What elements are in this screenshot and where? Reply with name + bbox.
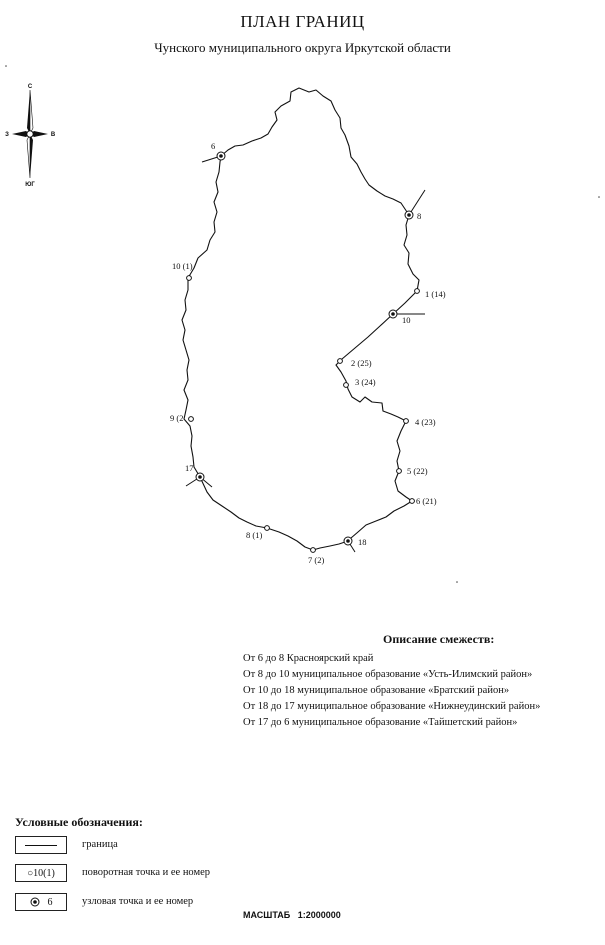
label-turn-7: 7 (2)	[308, 555, 325, 565]
turn-point-3	[344, 383, 349, 388]
turn-point-1	[415, 289, 420, 294]
legend-symbol-node-label: 6	[47, 896, 53, 908]
legend-symbol-boundary	[15, 836, 67, 854]
label-turn-2: 2 (25)	[351, 358, 372, 368]
adjacency-title: Описание смежеств:	[383, 632, 495, 646]
turn-point-8	[265, 526, 270, 531]
node-point-17	[196, 473, 204, 481]
node-point-8	[405, 211, 413, 219]
label-turn-9: 9 (2	[170, 413, 184, 423]
boundary-spurs	[186, 156, 425, 552]
map-subtitle: Чунского муниципального округа Иркутской области	[154, 40, 451, 55]
node-points	[196, 152, 413, 545]
adjacency-line: От 8 до 10 муниципальное образование «Усть-Илимский район»	[243, 669, 533, 680]
compass-east-label: В	[50, 132, 56, 138]
node-point-6	[217, 152, 225, 160]
adjacency-line: От 17 до 6 муниципальное образование «Тайшетский район»	[243, 717, 518, 728]
turn-point-9	[189, 417, 194, 422]
turn-point-6	[410, 499, 415, 504]
compass-west-label: З	[5, 132, 9, 138]
compass-south-label: ЮГ	[25, 182, 35, 188]
legend-text-node-point: узловая точка и ее номер	[82, 896, 194, 907]
label-node-10: 10	[402, 315, 411, 325]
turn-point-7	[311, 548, 316, 553]
turn-point-4	[404, 419, 409, 424]
label-node-6: 6	[211, 141, 216, 151]
adjacency-line: От 10 до 18 муниципальное образование «Братский район»	[243, 685, 510, 696]
legend-text-boundary: граница	[82, 839, 118, 850]
adjacency-line: От 18 до 17 муниципальное образование «Нижнеудинский район»	[243, 701, 541, 712]
turn-point-2	[338, 359, 343, 364]
map-title: ПЛАН ГРАНИЦ	[240, 12, 365, 31]
label-node-18: 18	[358, 537, 367, 547]
node-point-18	[344, 537, 352, 545]
legend-text-turn-point: поворотная точка и ее номер	[82, 867, 211, 878]
line-icon	[25, 845, 57, 846]
label-turn-8: 8 (1)	[246, 530, 263, 540]
label-node-17: 17	[185, 463, 194, 473]
map-scale: МАСШТАБ 1:2000000	[243, 910, 341, 920]
label-turn-1: 1 (14)	[425, 289, 446, 299]
adjacency-line: От 6 до 8 Красноярский край	[243, 653, 374, 664]
node-point-icon	[30, 897, 40, 907]
label-turn-4: 4 (23)	[415, 417, 436, 427]
legend-symbol-turn-label: ○10(1)	[27, 867, 55, 879]
point-labels	[170, 141, 446, 565]
turn-point-10	[187, 276, 192, 281]
label-turn-3: 3 (24)	[355, 377, 376, 387]
compass-north-label: С	[27, 84, 33, 90]
legend-symbol-turn-point	[15, 864, 67, 882]
label-turn-6: 6 (21)	[416, 496, 437, 506]
legend-symbol-node-point	[15, 893, 67, 911]
node-point-10	[389, 310, 397, 318]
label-turn-10: 10 (1)	[172, 261, 193, 271]
legend-title: Условные обозначения:	[15, 815, 143, 829]
turn-point-5	[397, 469, 402, 474]
label-turn-5: 5 (22)	[407, 466, 428, 476]
label-node-8: 8	[417, 211, 422, 221]
compass-rose-icon	[5, 84, 56, 188]
turn-points	[187, 276, 420, 553]
